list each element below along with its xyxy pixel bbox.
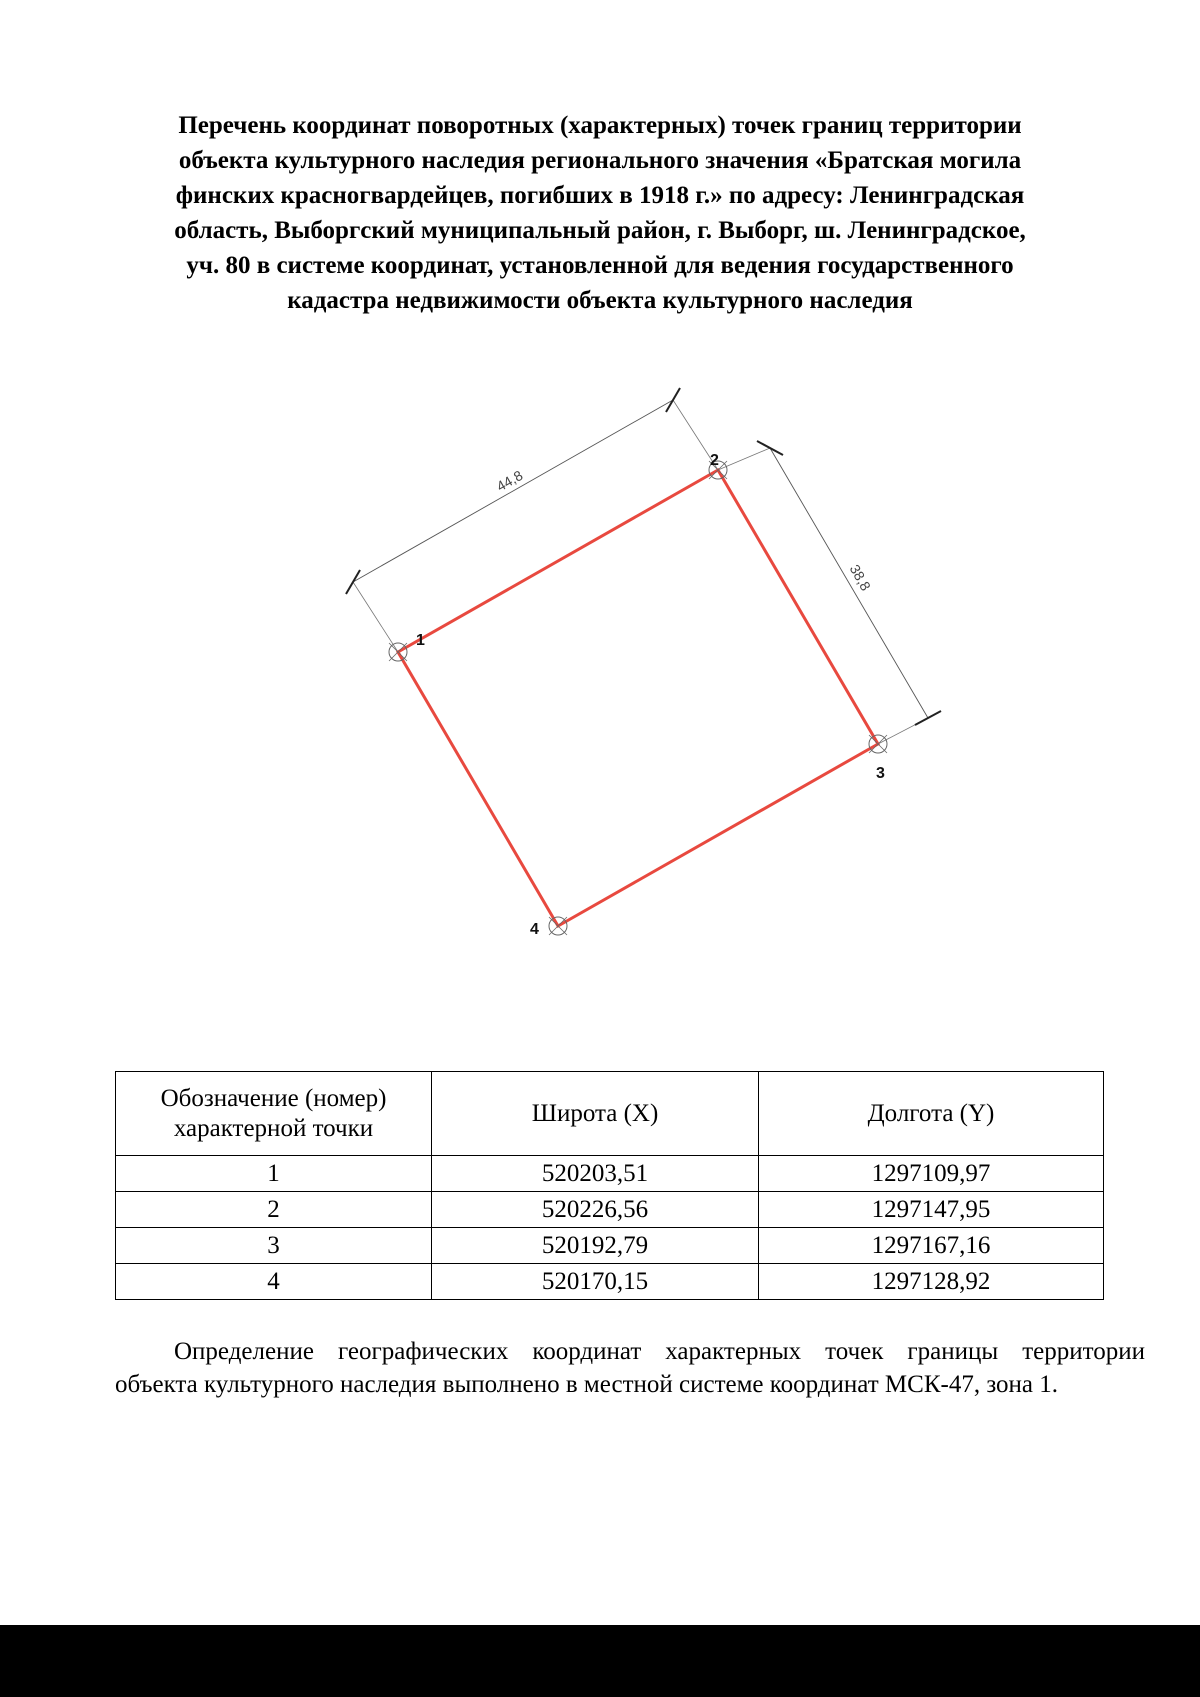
table-row: [116, 1192, 1104, 1228]
cell-latitude: 520170,15: [432, 1264, 759, 1300]
cell-longitude: 1297167,16: [759, 1228, 1104, 1264]
coordinates-table: [115, 1071, 1104, 1300]
title-line: кадастра недвижимости объекта культурного наследия: [287, 287, 913, 314]
table-row: [116, 1156, 1104, 1192]
cell-point-number: 1: [116, 1156, 432, 1192]
header-longitude: Долгота (Y): [759, 1072, 1104, 1156]
point-label-1: 1: [416, 632, 425, 649]
note-line: Определение географических координат характерных точек границы территории: [174, 1338, 1145, 1365]
document-title: [120, 108, 1080, 318]
dimension-label: 38,8: [846, 561, 875, 594]
point-marker-3: [869, 735, 887, 753]
cell-latitude: 520192,79: [432, 1228, 759, 1264]
dimension-line: [770, 448, 928, 718]
dimension-tick: [346, 570, 360, 594]
point-label-4: 4: [530, 921, 539, 938]
cell-latitude: 520203,51: [432, 1156, 759, 1192]
dimension-44-8: [346, 388, 718, 652]
dimension-38-8: [718, 441, 941, 744]
note-line: объекта культурного наследия выполнено в местной системе координат МСК-47, зона 1.: [115, 1371, 1059, 1398]
header-point-number: Обозначение (номер) характерной точки: [116, 1072, 432, 1156]
title-line: финских красногвардейцев, погибших в 1918 г.» по адресу: Ленинградская: [175, 182, 1025, 209]
dimension-line: [353, 400, 673, 582]
cell-latitude: 520226,56: [432, 1192, 759, 1228]
header-latitude: Широта (X): [432, 1072, 759, 1156]
point-label-2: 2: [710, 452, 719, 469]
cell-longitude: 1297109,97: [759, 1156, 1104, 1192]
extension-line: [353, 582, 398, 652]
cell-longitude: 1297147,95: [759, 1192, 1104, 1228]
coordinate-system-note: [115, 1335, 1145, 1401]
cell-point-number: 4: [116, 1264, 432, 1300]
point-marker-4: [549, 917, 567, 935]
territory-boundary: [398, 470, 878, 926]
boundary-plan: [0, 380, 1200, 950]
dimension-tick: [915, 711, 941, 725]
table-row: [116, 1228, 1104, 1264]
cell-point-number: 3: [116, 1228, 432, 1264]
table-header-row: [116, 1072, 1104, 1156]
dimension-tick: [757, 441, 783, 455]
title-line: Перечень координат поворотных (характерных) точек границ территории: [178, 112, 1022, 139]
point-marker-1: [389, 643, 407, 661]
scan-border: [0, 1625, 1200, 1697]
title-line: объекта культурного наследия регионального значения «Братская могила: [178, 147, 1022, 174]
table-row: [116, 1264, 1104, 1300]
extension-line: [718, 448, 770, 470]
cell-point-number: 2: [116, 1192, 432, 1228]
point-label-3: 3: [876, 765, 885, 782]
cell-longitude: 1297128,92: [759, 1264, 1104, 1300]
dimension-label: 44,8: [493, 466, 526, 495]
title-line: область, Выборгский муниципальный район, г. Выборг, ш. Ленинградское,: [174, 217, 1026, 244]
title-line: уч. 80 в системе координат, установленной для ведения государственного: [186, 252, 1014, 279]
dimension-tick: [666, 388, 680, 412]
